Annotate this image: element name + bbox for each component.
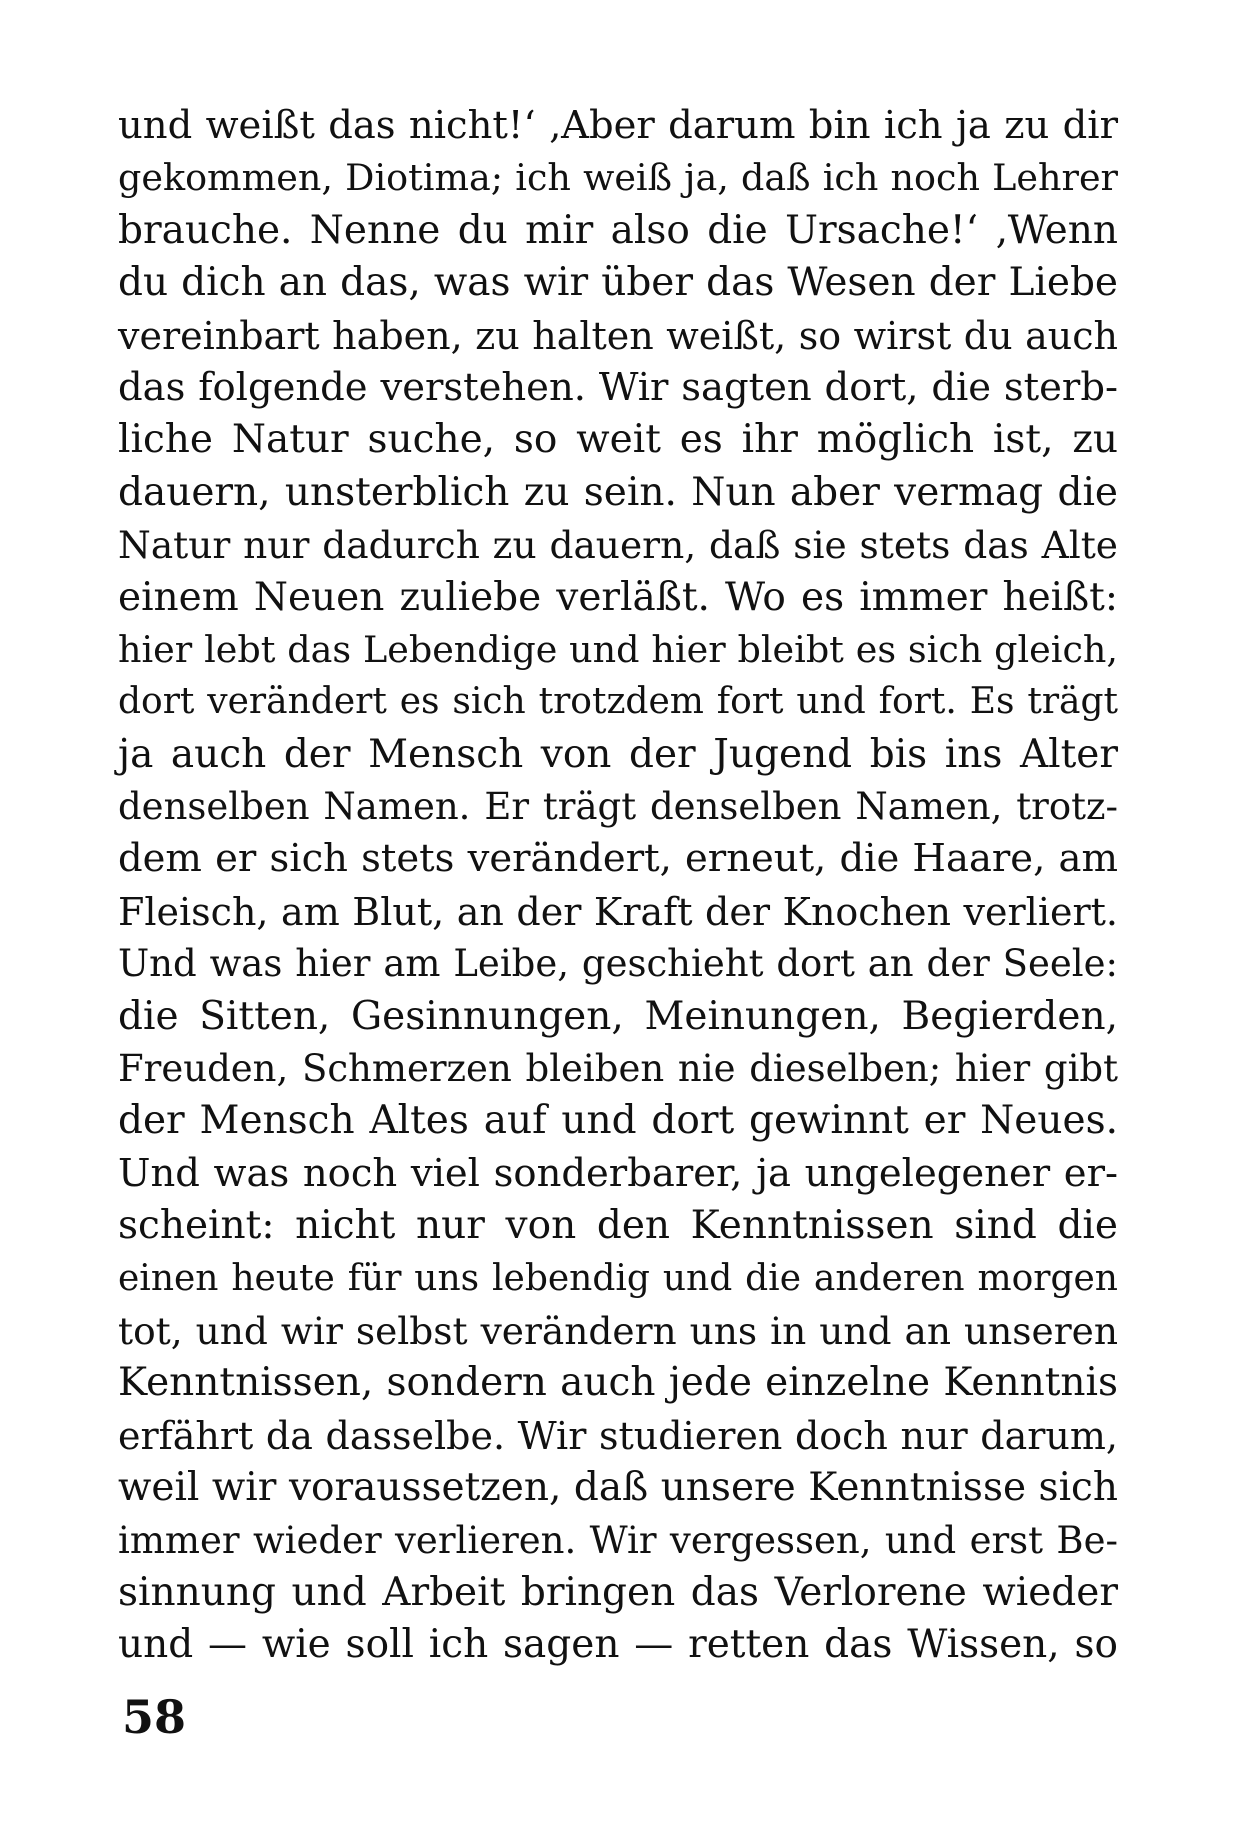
text-line: ja auch der Mensch von der Jugend bis ins Alter: [118, 731, 1118, 777]
text-line: einen heute für uns lebendig und die anderen morgen: [118, 1257, 1118, 1299]
text-line: immer wieder verlieren. Wir vergessen, und erst Be-: [118, 1518, 1118, 1562]
text-line: Kenntnissen, sondern auch jede einzelne Kenntnis: [118, 1360, 1118, 1406]
text-line: Und was noch viel sonderbarer, ja ungelegener er-: [118, 1150, 1118, 1196]
text-line: dem er sich stets verändert, erneut, die Haare, am: [118, 836, 1118, 882]
text-line: einem Neuen zuliebe verläßt. Wo es immer heißt:: [118, 574, 1118, 620]
text-line: Fleisch, am Blut, an der Kraft der Knochen verliert.: [118, 889, 1118, 934]
text-line: dort verändert es sich trotzdem fort und fort. Es trägt: [118, 681, 1118, 723]
text-line: und weißt das nicht!‘ ‚Aber darum bin ich ja zu dir: [118, 103, 1118, 148]
text-line: gekommen, Diotima; ich weiß ja, daß ich noch Lehrer: [118, 156, 1118, 200]
text-line: liche Natur suche, so weit es ihr möglich ist, zu: [118, 417, 1118, 463]
text-line: tot, und wir selbst verändern uns in und an unseren: [118, 1308, 1118, 1353]
text-line: die Sitten, Gesinnungen, Meinungen, Begierden,: [118, 993, 1118, 1039]
page-number: 58: [122, 1690, 187, 1744]
text-line: du dich an das, was wir über das Wesen der Liebe: [118, 260, 1118, 306]
text-line: dauern, unsterblich zu sein. Nun aber vermag die: [118, 469, 1118, 515]
body-text: [118, 100, 1118, 1672]
text-line: denselben Namen. Er trägt denselben Namen, trotz-: [118, 785, 1118, 829]
text-line: und — wie soll ich sagen — retten das Wissen, so: [118, 1622, 1118, 1668]
text-line: der Mensch Altes auf und dort gewinnt er Neues.: [118, 1098, 1118, 1144]
text-line: Und was hier am Leibe, geschieht dort an der Seele:: [118, 942, 1118, 986]
text-line: weil wir voraussetzen, daß unsere Kenntnisse sich: [118, 1465, 1118, 1511]
text-line: scheint: nicht nur von den Kenntnissen sind die: [118, 1203, 1118, 1249]
text-line: das folgende verstehen. Wir sagten dort, die sterb-: [118, 364, 1118, 410]
text-line: Natur nur dadurch zu dauern, daß sie stets das Alte: [118, 523, 1118, 568]
text-line: hier lebt das Lebendige und hier bleibt es sich gleich,: [118, 627, 1118, 671]
text-line: brauche. Nenne du mir also die Ursache!‘ ‚Wenn: [118, 207, 1118, 253]
text-line: erfährt da dasselbe. Wir studieren doch nur darum,: [118, 1413, 1118, 1458]
text-line: Freuden, Schmerzen bleiben nie dieselben; hier gibt: [118, 1047, 1118, 1091]
text-line: sinnung und Arbeit bringen das Verlorene wieder: [118, 1569, 1118, 1615]
text-line: vereinbart haben, zu halten weißt, so wirst du auch: [118, 313, 1118, 358]
